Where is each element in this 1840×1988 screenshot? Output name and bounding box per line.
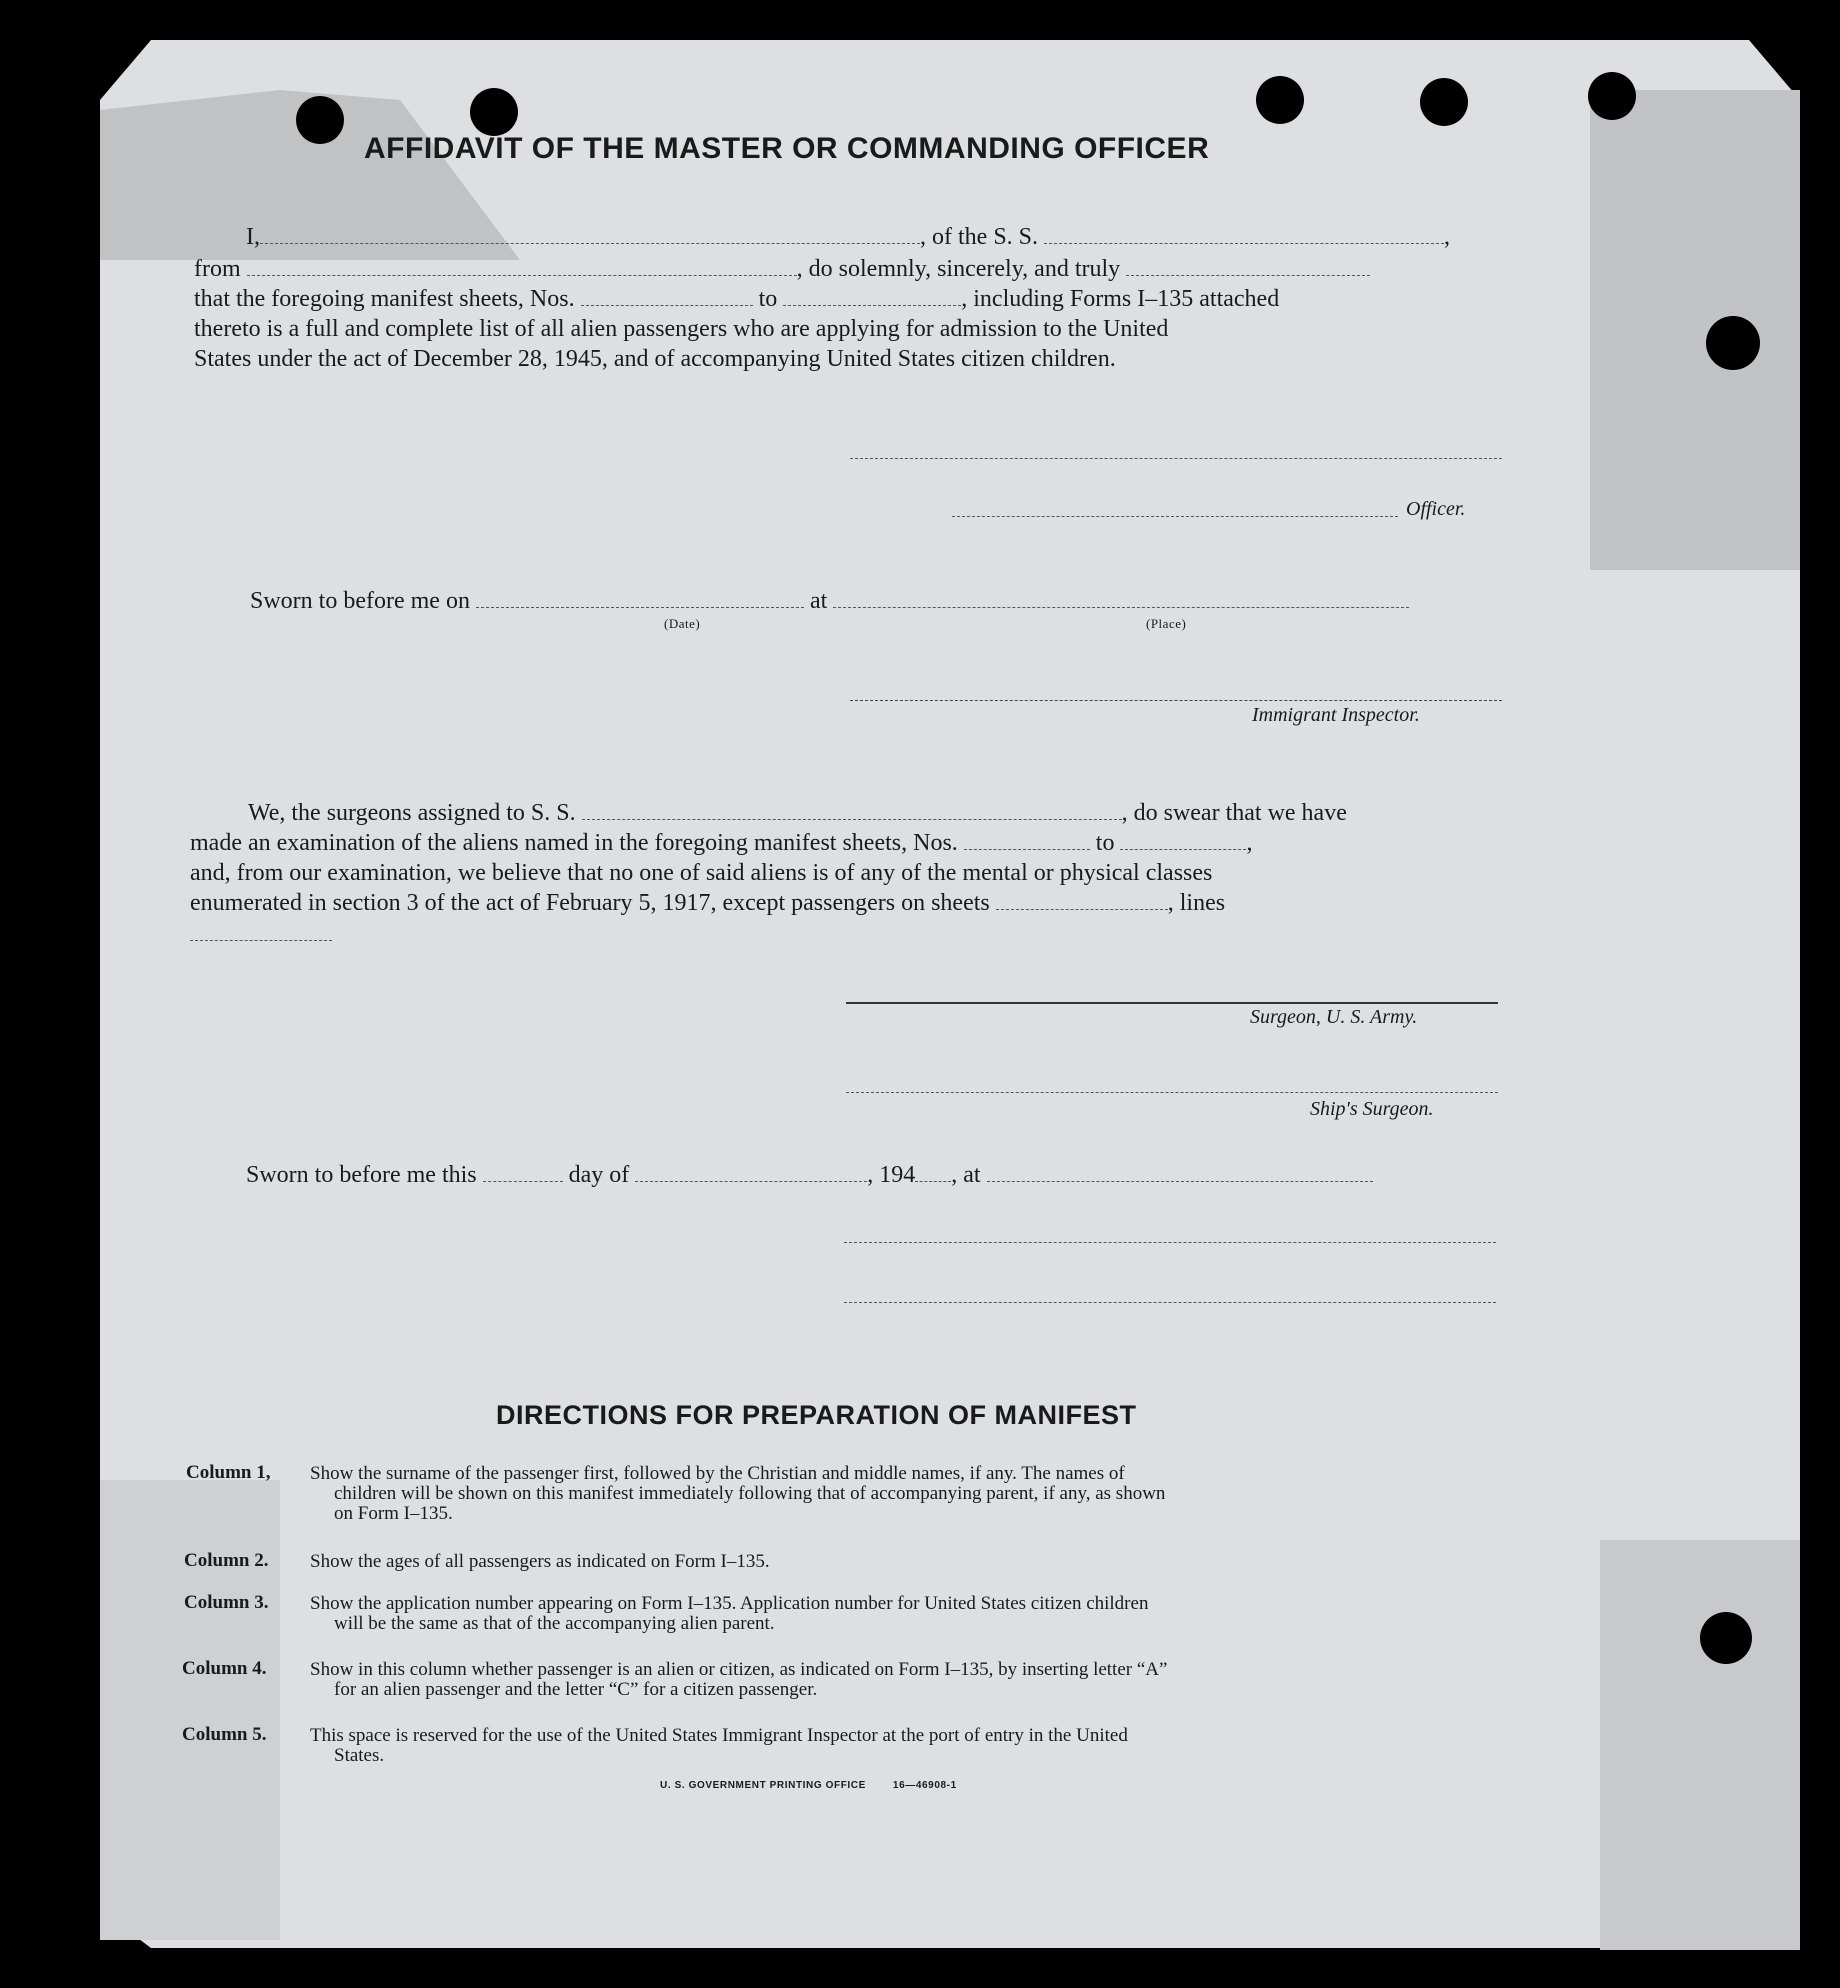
surgeon-ship-field[interactable]	[582, 801, 1122, 820]
army-surgeon-signature-line[interactable]	[846, 1002, 1498, 1004]
column-instruction-line: Show the application number appearing on Form I–135. Application number for United States citizen children	[310, 1593, 1149, 1614]
paper-stain	[100, 1480, 280, 1940]
sworn-line-2: Sworn to before me this day of , 194 , at	[246, 1160, 1373, 1190]
column-instruction-line: States.	[334, 1745, 385, 1766]
column-instruction-line: Show the surname of the passenger first, followed by the Christian and middle names, if any. The names of	[310, 1463, 1125, 1484]
surgeon-sheets-from-field[interactable]	[964, 831, 1090, 850]
officer-label: Officer.	[1406, 498, 1466, 520]
column-label: Column 1,	[186, 1462, 271, 1483]
column-instruction-line: children will be shown on this manifest immediately following that of accompanying parent, if any, as shown	[334, 1483, 1166, 1504]
inspector-label: Immigrant Inspector.	[1252, 704, 1420, 726]
date-caption: (Date)	[664, 616, 701, 631]
punch-hole	[1700, 1612, 1752, 1664]
sworn2-place-field[interactable]	[987, 1163, 1373, 1182]
swear-field[interactable]	[1126, 257, 1370, 276]
column-label: Column 3.	[184, 1592, 269, 1613]
surgeon-line-4: enumerated in section 3 of the act of February 5, 1917, except passengers on sheets , lines	[190, 890, 1226, 916]
surgeon-sheets-to-field[interactable]	[1120, 831, 1246, 850]
punch-hole	[296, 96, 344, 144]
ship-surgeon-label: Ship's Surgeon.	[1310, 1098, 1434, 1120]
ship-name-field[interactable]	[1044, 225, 1444, 244]
signature-line[interactable]	[850, 458, 1502, 459]
inspector-title-line-2[interactable]	[844, 1302, 1496, 1303]
punch-hole	[470, 88, 518, 136]
printer-note: U. S. GOVERNMENT PRINTING OFFICE 16—46908-1	[660, 1780, 957, 1791]
punch-hole	[1256, 76, 1304, 124]
inspector-signature-line[interactable]	[850, 700, 1502, 701]
column-instruction-line: on Form I–135.	[334, 1503, 453, 1524]
punch-hole	[1706, 316, 1760, 370]
sworn-day-field[interactable]	[483, 1163, 563, 1182]
column-instruction-line: will be the same as that of the accompanying alien parent.	[334, 1613, 775, 1634]
affidavit-line-1: I, , of the S. S. ,	[246, 224, 1451, 250]
army-surgeon-label: Surgeon, U. S. Army.	[1250, 1006, 1418, 1028]
affidavit-line-4: thereto is a full and complete list of all alien passengers who are applying for admission to the United	[194, 316, 1169, 342]
punch-hole	[1420, 78, 1468, 126]
place-caption: (Place)	[1146, 616, 1187, 631]
master-name-field[interactable]	[260, 225, 920, 244]
column-instruction-line: This space is reserved for the use of the United States Immigrant Inspector at the port of entry in the United	[310, 1725, 1128, 1746]
from-port-field[interactable]	[247, 257, 797, 276]
punch-hole	[1588, 72, 1636, 120]
affidavit-line-3: that the foregoing manifest sheets, Nos. to , including Forms I–135 attached	[194, 286, 1280, 312]
column-label: Column 5.	[182, 1724, 267, 1745]
affidavit-line-2: from , do solemnly, sincerely, and truly	[194, 254, 1370, 284]
sworn-year-field[interactable]	[915, 1163, 951, 1182]
ship-surgeon-signature-line[interactable]	[846, 1092, 1498, 1093]
sworn-month-field[interactable]	[635, 1163, 867, 1182]
affidavit-title: AFFIDAVIT OF THE MASTER OR COMMANDING OFFICER	[364, 132, 1210, 165]
column-label: Column 2.	[184, 1550, 269, 1571]
column-instruction-line: Show the ages of all passengers as indicated on Form I–135.	[310, 1551, 770, 1572]
column-instruction-line: Show in this column whether passenger is an alien or citizen, as indicated on Form I–135, by inserting letter “A”	[310, 1659, 1168, 1680]
lines-field[interactable]	[190, 940, 332, 941]
sworn-place-field[interactable]	[833, 589, 1409, 608]
sheets-from-field[interactable]	[581, 287, 753, 306]
inspector-signature-line-2[interactable]	[844, 1242, 1496, 1243]
paper-stain	[1590, 90, 1800, 570]
officer-signature-line[interactable]	[952, 516, 1398, 517]
directions-title: DIRECTIONS FOR PREPARATION OF MANIFEST	[496, 1400, 1137, 1430]
paper-stain	[1600, 1540, 1800, 1950]
sworn-line-1: Sworn to before me on at	[250, 586, 1409, 616]
sheets-to-field[interactable]	[783, 287, 961, 306]
column-label: Column 4.	[182, 1658, 267, 1679]
surgeon-line-1: We, the surgeons assigned to S. S. , do swear that we have	[248, 800, 1347, 826]
surgeon-line-3: and, from our examination, we believe that no one of said aliens is of any of the mental or physical classes	[190, 860, 1213, 886]
surgeon-line-2: made an examination of the aliens named in the foregoing manifest sheets, Nos. to ,	[190, 830, 1253, 856]
except-sheets-field[interactable]	[996, 891, 1168, 910]
column-instruction-line: for an alien passenger and the letter “C” for a citizen passenger.	[334, 1679, 818, 1700]
sworn-date-field[interactable]	[476, 589, 804, 608]
affidavit-line-5: States under the act of December 28, 1945, and of accompanying United States citizen children.	[194, 346, 1116, 372]
